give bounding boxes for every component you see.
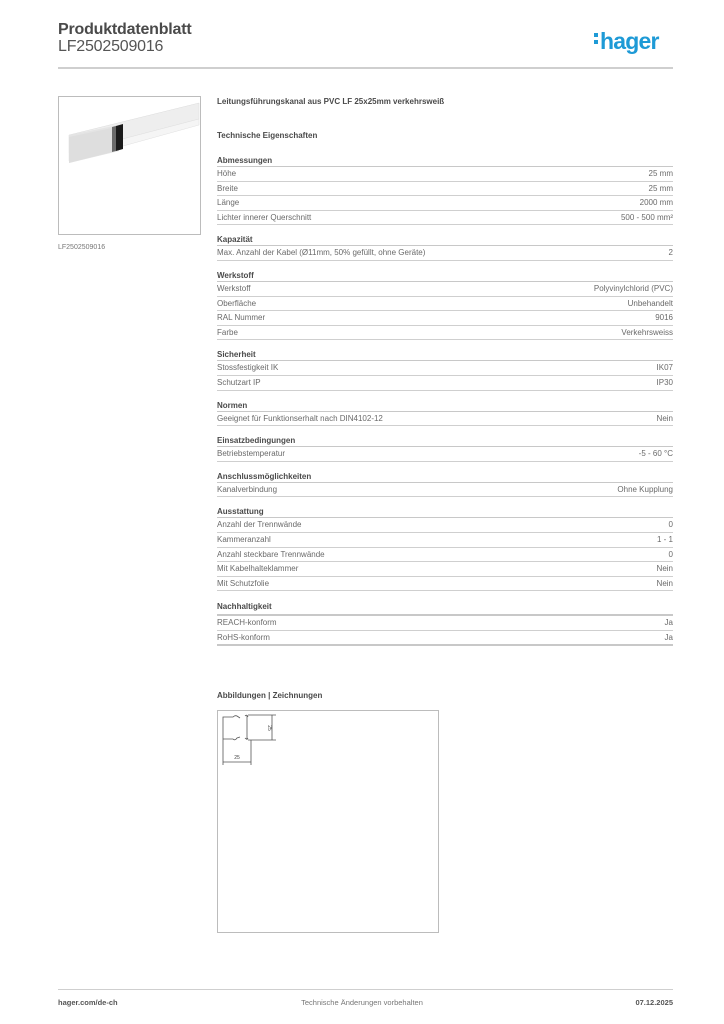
spec-value: IK07: [656, 363, 673, 373]
spec-label: Mit Schutzfolie: [217, 578, 270, 588]
section-sicherheit: [217, 349, 673, 390]
spec-label: Anzahl der Trennwände: [217, 520, 302, 530]
spec-value: 0: [668, 549, 673, 559]
product-number: LF2502509016: [58, 38, 164, 55]
section-title: Kapazität: [217, 234, 673, 246]
spec-value: Polyvinylchlorid (PVC): [593, 283, 673, 293]
section-title: Anschlussmöglichkeiten: [217, 471, 673, 483]
spec-label: RAL Nummer: [217, 313, 266, 323]
spec-row: [217, 548, 673, 563]
spec-row: [217, 616, 673, 631]
spec-value: 2: [668, 248, 673, 258]
spec-label: Farbe: [217, 327, 238, 337]
spec-row: [217, 326, 673, 341]
spec-row: [217, 412, 673, 427]
spec-row: [217, 376, 673, 391]
logo-text: hager: [600, 28, 659, 54]
spec-value: 25 mm: [648, 183, 673, 193]
product-image-caption: LF2502509016: [58, 244, 106, 251]
spec-value: 25 mm: [648, 169, 673, 178]
tech-properties-heading: Technische Eigenschaften: [217, 131, 318, 140]
footer-date: 07.12.2025: [635, 998, 673, 1007]
spec-row: [217, 297, 673, 312]
section-anschlussmoeglichkeiten: [217, 471, 673, 498]
spec-value: -5 - 60 °C: [638, 449, 673, 459]
drawings-heading: Abbildungen | Zeichnungen: [217, 691, 323, 700]
spec-value: Nein: [656, 578, 673, 588]
spec-row: [217, 167, 673, 182]
spec-row: [217, 361, 673, 376]
spec-label: Stossfestigkeit IK: [217, 363, 279, 373]
section-title: Sicherheit: [217, 349, 673, 361]
spec-label: Schutzart IP: [217, 377, 261, 387]
dim-width-label: 25: [234, 755, 240, 761]
spec-label: Lichter innerer Querschnitt: [217, 212, 312, 222]
spec-row: [217, 631, 673, 647]
spec-label: Länge: [217, 198, 240, 208]
spec-label: Geeignet für Funktionserhalt nach DIN4102-12: [217, 413, 383, 423]
footer-website-link[interactable]: hager.com/de-ch: [58, 998, 118, 1007]
spec-row: [217, 518, 673, 533]
spec-value: Unbehandelt: [627, 298, 673, 308]
spec-value: Ja: [664, 632, 673, 642]
spec-label: Anzahl steckbare Trennwände: [217, 549, 325, 559]
spec-label: Oberfläche: [217, 298, 257, 308]
spec-value: 500 - 500 mm²: [620, 212, 673, 222]
spec-label: Max. Anzahl der Kabel (Ø11mm, 50% gefüllt, ohne Geräte): [217, 248, 426, 258]
spec-value: Verkehrsweiss: [621, 327, 673, 337]
section-title: Einsatzbedingungen: [217, 435, 673, 447]
product-description: Leitungsführungskanal aus PVC LF 25x25mm verkehrsweiß: [217, 97, 445, 106]
section-ausstattung: [217, 506, 673, 591]
spec-value: 2000 mm: [639, 198, 673, 208]
spec-value: Nein: [656, 413, 673, 423]
spec-row: [217, 196, 673, 211]
duct-cross-section-icon: [218, 711, 438, 932]
section-title: Ausstattung: [217, 506, 673, 518]
spec-value: Ohne Kupplung: [617, 484, 673, 494]
spec-row: [217, 447, 673, 462]
page-title: Produktdatenblatt: [58, 21, 192, 38]
section-nachhaltigkeit: [217, 600, 673, 646]
section-normen: [217, 400, 673, 427]
spec-row: [217, 246, 673, 261]
spec-row: [217, 182, 673, 197]
spec-label: Höhe: [217, 169, 237, 178]
spec-value: IP30: [656, 377, 673, 387]
section-title: Normen: [217, 400, 673, 412]
section-title: Werkstoff: [217, 270, 673, 282]
spec-label: Werkstoff: [217, 283, 251, 293]
dim-height-label: 25: [266, 725, 272, 731]
section-title: Nachhaltigkeit: [217, 600, 673, 616]
footer-notice: Technische Änderungen vorbehalten: [301, 998, 423, 1007]
section-werkstoff: [217, 270, 673, 340]
footer-divider: [58, 989, 673, 990]
spec-label: RoHS-konform: [217, 632, 270, 642]
spec-label: Breite: [217, 183, 238, 193]
header-divider: [58, 67, 673, 69]
spec-row: [217, 533, 673, 548]
spec-value: Ja: [664, 618, 673, 628]
technical-drawing: [217, 710, 439, 933]
hager-logo: [594, 28, 659, 55]
logo-colon-icon: [594, 30, 598, 47]
spec-row: [217, 483, 673, 498]
spec-value: 9016: [655, 313, 673, 323]
spec-label: REACH-konform: [217, 618, 277, 628]
spec-label: Mit Kabelhalteklammer: [217, 564, 299, 574]
spec-row: [217, 211, 673, 226]
spec-value: 1 - 1: [656, 534, 673, 544]
spec-label: Kammeranzahl: [217, 534, 271, 544]
section-kapazitaet: [217, 234, 673, 261]
section-einsatzbedingungen: [217, 435, 673, 462]
spec-row: [217, 577, 673, 592]
spec-value: 0: [668, 520, 673, 530]
section-abmessungen: [217, 155, 673, 225]
spec-row: [217, 311, 673, 326]
product-image: [58, 96, 201, 235]
section-title: Abmessungen: [217, 155, 673, 167]
spec-row: [217, 562, 673, 577]
spec-value: Nein: [656, 564, 673, 574]
spec-content: [217, 97, 673, 655]
spec-label: Betriebstemperatur: [217, 449, 286, 459]
spec-row: [217, 282, 673, 297]
spec-label: Kanalverbindung: [217, 484, 278, 494]
cable-duct-image-icon: [59, 97, 200, 234]
